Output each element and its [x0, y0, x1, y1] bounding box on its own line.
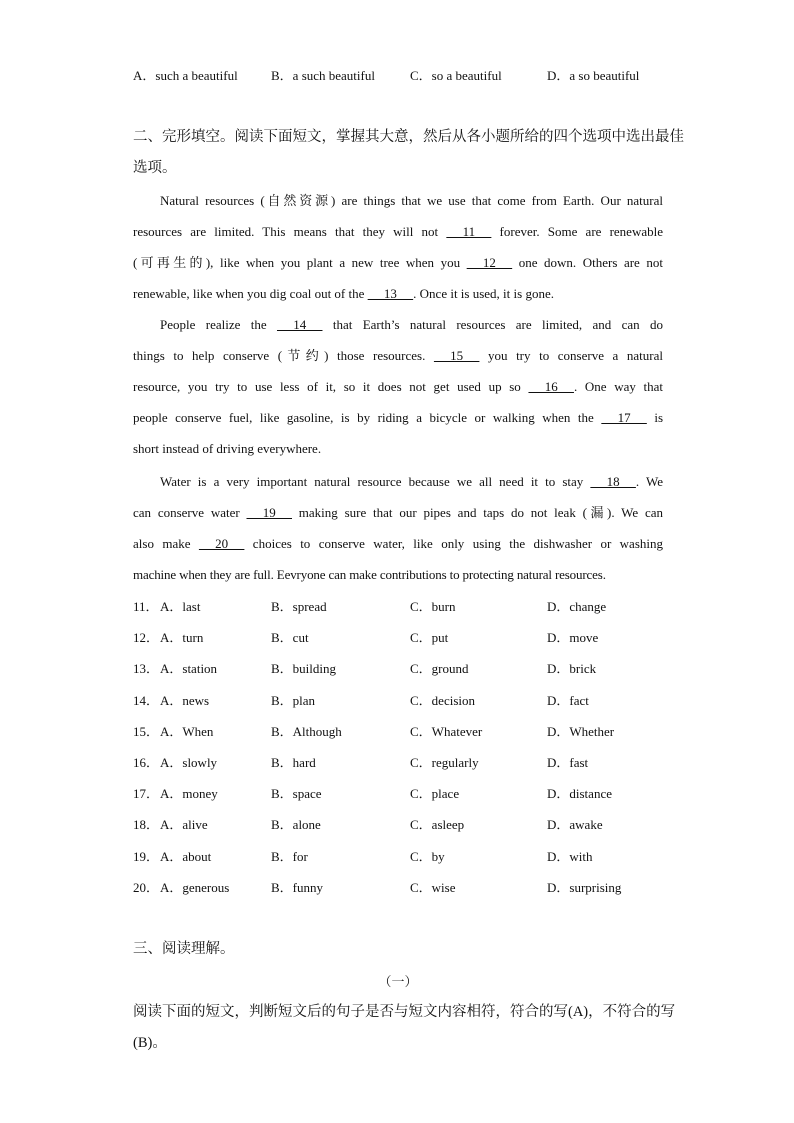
question-row: [133, 716, 673, 747]
p3-line1: [133, 466, 663, 497]
q10-options: [133, 66, 673, 86]
blank-15[interactable]: 15: [433, 348, 480, 363]
p2-line3: [133, 371, 663, 402]
question-option-a[interactable]: A．about: [160, 848, 212, 864]
p1-text: resources are limited. This means that they will not: [133, 224, 447, 239]
instruction-line2: (B)。: [133, 1035, 167, 1051]
question-number: 14．: [133, 692, 160, 708]
blank-19[interactable]: 19: [246, 505, 292, 520]
p2-line5: short instead of driving everywhere.: [133, 441, 322, 456]
p2-text: is: [646, 410, 664, 425]
question-option-d[interactable]: D．brick: [547, 661, 597, 677]
question-row: [133, 685, 673, 716]
question-option-c[interactable]: C．by: [410, 848, 445, 864]
question-number: 18．: [133, 817, 160, 833]
p1-text: forever. Some are renewable: [491, 224, 663, 239]
p2-text: you try to conserve a natural: [479, 348, 663, 363]
instruction-line1: 阅读下面的短文，判断短文后的句子是否与短文内容相符，符合的写(A)，不符合的写: [133, 1004, 676, 1020]
question-option-b[interactable]: B．funny: [271, 879, 324, 895]
question-option-c[interactable]: C．wise: [410, 879, 456, 895]
question-option-a[interactable]: A．generous: [160, 879, 230, 895]
question-option-b[interactable]: B．hard: [271, 755, 316, 770]
question-number: 12．: [133, 630, 160, 646]
p3-text: Water is a very important natural resource because we all need it to stay: [160, 474, 591, 489]
blank-18[interactable]: 18: [590, 474, 636, 489]
q10-option-d[interactable]: D．a so beautiful: [547, 68, 640, 83]
q10-option-b[interactable]: B．a such beautiful: [271, 68, 375, 83]
question-number: 13．: [133, 661, 160, 677]
p3-text: . We: [635, 474, 664, 489]
question-option-a[interactable]: A．When: [160, 723, 214, 739]
question-option-d[interactable]: D．move: [547, 630, 599, 646]
blank-17[interactable]: 17: [601, 410, 647, 425]
question-option-b[interactable]: B．cut: [271, 630, 309, 646]
question-option-c[interactable]: C．regularly: [410, 755, 479, 770]
passage-paragraph-3: [133, 466, 663, 590]
passage-paragraph-2: [133, 309, 663, 464]
p1-text: renewable, like when you dig coal out of the: [133, 286, 368, 301]
question-option-c[interactable]: C．ground: [410, 661, 469, 677]
section2-heading: [133, 122, 684, 184]
p3-line4: machine when they are full. Eevryone can make contributions to protecting natural resources.: [133, 567, 606, 582]
question-option-d[interactable]: D．fact: [547, 692, 589, 708]
p1-line1: Natural resources (自然资源) are things that we use that come from Earth. Our natural: [160, 193, 663, 208]
question-option-d[interactable]: D．fast: [547, 755, 589, 770]
question-option-b[interactable]: B．plan: [271, 692, 316, 708]
question-row: [133, 841, 673, 872]
p1-text: one down. Others are not: [512, 255, 663, 270]
p3-line2: [133, 497, 663, 528]
p2-line4: [133, 402, 663, 433]
question-row: [133, 809, 673, 840]
question-option-a[interactable]: A．slowly: [160, 755, 218, 770]
question-row: [133, 653, 673, 684]
p2-text: resource, you try to use less of it, so it does not get used up so: [133, 379, 529, 394]
section2-heading-line1: 二、完形填空。阅读下面短文，掌握其大意，然后从各小题所给的四个选项中选出最佳: [133, 129, 684, 145]
p3-text: choices to conserve water, like only using the dishwasher or washing: [244, 536, 664, 551]
question-option-d[interactable]: D．with: [547, 848, 593, 864]
blank-13[interactable]: 13: [367, 286, 414, 301]
question-option-c[interactable]: C．place: [410, 786, 460, 802]
blank-12[interactable]: 12: [466, 255, 513, 270]
question-row: [133, 622, 673, 653]
blank-16[interactable]: 16: [528, 379, 574, 394]
question-option-c[interactable]: C．burn: [410, 599, 456, 614]
section2-heading-line2: 选项。: [133, 160, 177, 176]
question-option-b[interactable]: B．space: [271, 786, 322, 802]
question-option-b[interactable]: B．building: [271, 661, 337, 677]
question-option-a[interactable]: A．turn: [160, 630, 204, 646]
question-number: 17．: [133, 786, 160, 802]
question-number: 16．: [133, 755, 160, 770]
question-option-c[interactable]: C．asleep: [410, 817, 465, 833]
question-option-d[interactable]: D．awake: [547, 817, 603, 833]
passage-paragraph-1: [133, 185, 663, 309]
question-option-a[interactable]: A．news: [160, 692, 210, 708]
p1-text: . Once it is used, it is gone.: [413, 286, 554, 301]
p3-text: also make: [133, 536, 199, 551]
question-number: 11．: [133, 599, 159, 614]
p2-text: things to help conserve (节约) those resources.: [133, 348, 434, 363]
question-option-b[interactable]: B．for: [271, 848, 308, 864]
p2-line2: [133, 340, 663, 371]
p1-text: (可再生的), like when you plant a new tree when you: [133, 255, 467, 270]
p2-line1: [133, 309, 663, 340]
question-row: [133, 747, 673, 778]
question-row: [133, 872, 673, 903]
question-number: 20．: [133, 879, 160, 895]
section3-heading: 三、阅读理解。: [133, 941, 235, 957]
p2-text: . One way that: [573, 379, 663, 394]
question-row: [133, 778, 673, 809]
question-option-b[interactable]: B．alone: [271, 817, 321, 833]
question-number: 15．: [133, 723, 160, 739]
question-option-c[interactable]: C．put: [410, 630, 449, 646]
section3-instruction: [133, 997, 676, 1059]
p3-text: can conserve water: [133, 505, 247, 520]
p2-text: People realize the: [160, 317, 277, 332]
question-option-b[interactable]: B．Although: [271, 723, 342, 739]
p1-line2: [133, 216, 663, 247]
question-option-a[interactable]: A．last: [160, 599, 201, 614]
question-row: [133, 591, 673, 622]
question-option-a[interactable]: A．money: [160, 786, 218, 802]
question-option-c[interactable]: C．Whatever: [410, 723, 483, 739]
question-option-b[interactable]: B．spread: [271, 599, 327, 614]
p1-line3: [133, 247, 663, 278]
blank-14[interactable]: 14: [276, 317, 323, 332]
question-option-c[interactable]: C．decision: [410, 692, 475, 708]
q10-option-a[interactable]: A．such a beautiful: [133, 68, 238, 83]
question-option-d[interactable]: D．surprising: [547, 879, 622, 895]
p2-text: people conserve fuel, like gasoline, is by riding a bicycle or walking when the: [133, 410, 602, 425]
question-number: 19．: [133, 848, 160, 864]
p3-line3: [133, 528, 663, 559]
p1-line4: [133, 278, 663, 309]
q10-option-c[interactable]: C．so a beautiful: [410, 68, 502, 83]
question-option-d[interactable]: D．change: [547, 599, 607, 614]
p3-text: making sure that our pipes and taps do not leak (漏). We can: [292, 505, 664, 520]
question-option-d[interactable]: D．Whether: [547, 723, 615, 739]
question-option-a[interactable]: A．station: [160, 661, 218, 677]
p2-text: that Earth’s natural resources are limited, and can do: [322, 317, 663, 332]
blank-11[interactable]: 11: [446, 224, 492, 239]
section3-subheading: （一）: [378, 974, 418, 989]
question-option-a[interactable]: A．alive: [160, 817, 208, 833]
blank-20[interactable]: 20: [198, 536, 245, 551]
question-option-d[interactable]: D．distance: [547, 786, 612, 802]
